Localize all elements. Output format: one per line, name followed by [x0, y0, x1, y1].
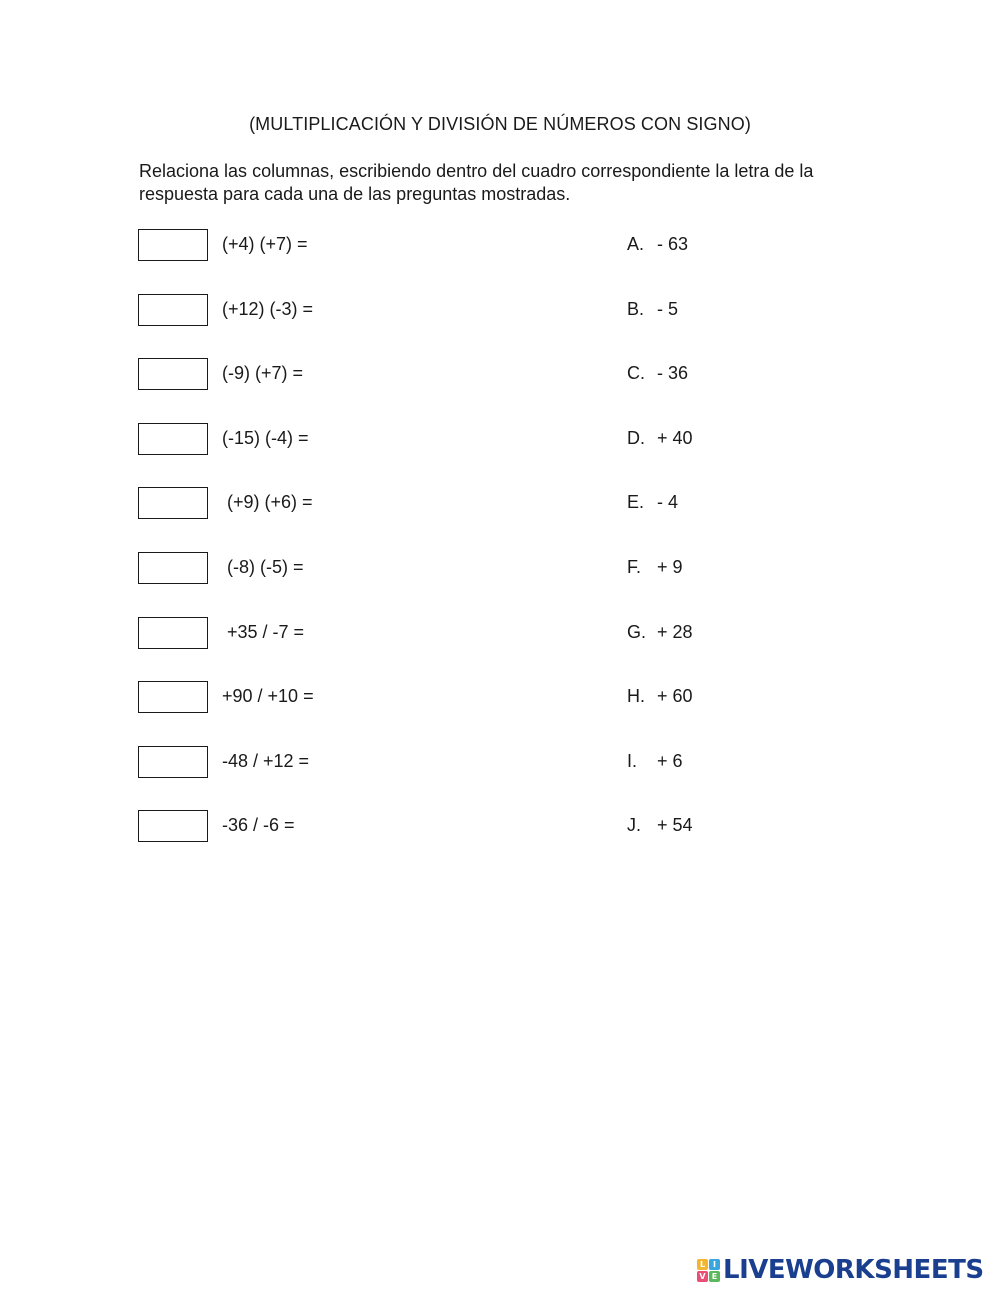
- option-value: - 63: [657, 234, 689, 254]
- option-letter: I.: [627, 751, 638, 771]
- answer-box[interactable]: [138, 294, 208, 326]
- question-text: +35 / -7 =: [217, 622, 305, 642]
- option-value: - 4: [657, 492, 679, 512]
- logo-mark-icon: [697, 1259, 720, 1282]
- option-value: + 28: [657, 622, 693, 642]
- answer-box[interactable]: [138, 487, 208, 519]
- instructions-text: Relaciona las columnas, escribiendo dentro del cuadro correspondiente la letra de la respuesta para cada una de las preguntas mostradas.: [139, 161, 814, 204]
- option-value: + 40: [657, 428, 693, 448]
- option-value: + 6: [657, 751, 683, 771]
- answer-box[interactable]: [138, 810, 208, 842]
- question-text: (+4) (+7) =: [217, 234, 308, 254]
- option-value: + 60: [657, 686, 693, 706]
- option-letter: H.: [627, 686, 645, 706]
- liveworksheets-logo: [697, 1255, 984, 1285]
- question-text: -48 / +12 =: [217, 751, 310, 771]
- matching-row: [0, 358, 1000, 392]
- matching-row: [0, 487, 1000, 521]
- option-letter: G.: [627, 622, 647, 642]
- question-text: -36 / -6 =: [217, 815, 295, 835]
- question-text: (+12) (-3) =: [217, 299, 314, 319]
- answer-box[interactable]: [138, 681, 208, 713]
- answer-box[interactable]: [138, 746, 208, 778]
- option-letter: B.: [627, 299, 645, 319]
- logo-text: LIVEWORKSHEETS: [723, 1255, 984, 1285]
- question-text: (-9) (+7) =: [217, 363, 304, 383]
- option-value: - 36: [657, 363, 689, 383]
- option-letter: E.: [627, 492, 645, 512]
- option-letter: J.: [627, 815, 642, 835]
- answer-box[interactable]: [138, 358, 208, 390]
- option-letter: A.: [627, 234, 645, 254]
- logo-mark-letter: L: [697, 1259, 708, 1270]
- matching-row: [0, 810, 1000, 844]
- option-value: - 5: [657, 299, 679, 319]
- answer-box[interactable]: [138, 229, 208, 261]
- matching-row: [0, 746, 1000, 780]
- worksheet-title: (MULTIPLICACIÓN Y DIVISIÓN DE NÚMEROS CON SIGNO): [249, 114, 751, 134]
- question-text: (-15) (-4) =: [217, 428, 309, 448]
- option-letter: F.: [627, 557, 642, 577]
- matching-row: [0, 552, 1000, 586]
- option-letter: C.: [627, 363, 645, 383]
- matching-row: [0, 617, 1000, 651]
- logo-mark-letter: V: [697, 1271, 708, 1282]
- question-text: (+9) (+6) =: [217, 492, 313, 512]
- matching-row: [0, 681, 1000, 715]
- question-text: +90 / +10 =: [217, 686, 314, 706]
- answer-box[interactable]: [138, 552, 208, 584]
- question-text: (-8) (-5) =: [217, 557, 304, 577]
- matching-row: [0, 229, 1000, 263]
- option-letter: D.: [627, 428, 645, 448]
- option-value: + 9: [657, 557, 683, 577]
- matching-row: [0, 423, 1000, 457]
- answer-box[interactable]: [138, 617, 208, 649]
- matching-row: [0, 294, 1000, 328]
- answer-box[interactable]: [138, 423, 208, 455]
- logo-mark-letter: E: [709, 1271, 720, 1282]
- option-value: + 54: [657, 815, 693, 835]
- logo-mark-letter: I: [709, 1259, 720, 1270]
